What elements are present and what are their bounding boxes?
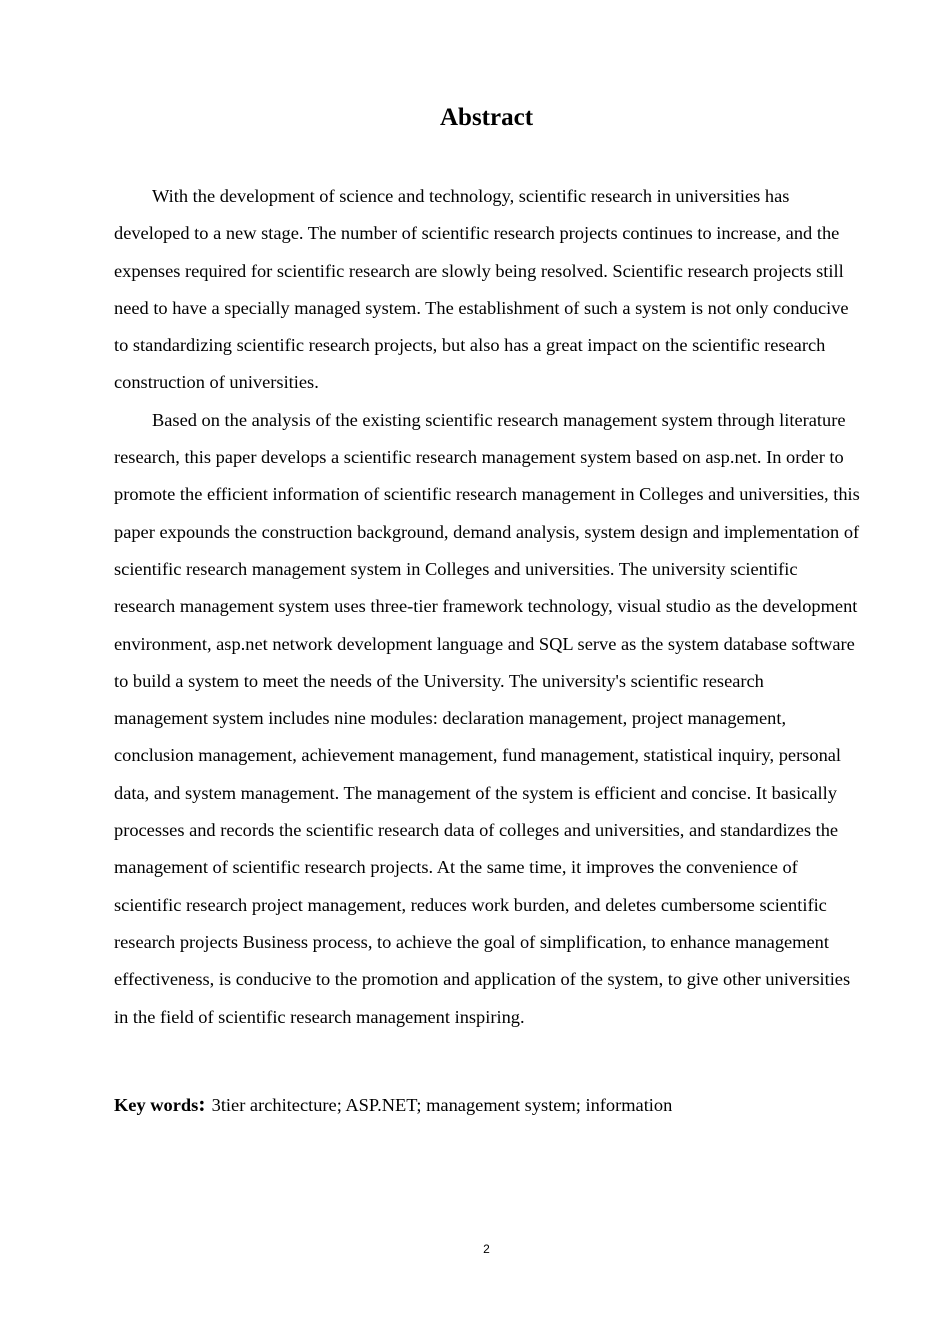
keywords-text: 3tier architecture; ASP.NET; management system; information — [211, 1095, 673, 1115]
page-number: 2 — [483, 1242, 490, 1256]
keywords-line — [114, 1089, 860, 1120]
abstract-paragraph-1: With the development of science and technology, scientific research in universities has developed to a new stage. The number of scientific research projects continues to increase, and the expenses required for scientific research are slowly being resolved. Scientific research projects still need to have a specially managed system. The establishment of such a system is not only conducive to standardizing scientific research projects, but also has a great impact on the scientific research construction of universities. — [114, 186, 849, 393]
keywords-label: Key words — [114, 1095, 199, 1115]
abstract-body — [114, 178, 860, 1036]
abstract-paragraph-2: Based on the analysis of the existing scientific research management system through literature research, this paper develops a scientific research management system based on asp.net. In order to promote the efficient information of scientific research management in Colleges and universities, this paper expounds the construction background, demand analysis, system design and implementation of scientific research management system in Colleges and universities. The university scientific research management system uses three-tier framework technology, visual studio as the development environment, asp.net network development language and SQL serve as the system database software to build a system to meet the needs of the University. The university's scientific research management system includes nine modules: declaration management, project management, conclusion management, achievement management, fund management, statistical inquiry, personal data, and system management. The management of the system is efficient and concise. It basically processes and records the scientific research data of colleges and universities, and standardizes the management of scientific research projects. At the same time, it improves the convenience of scientific research project management, reduces work burden, and deletes cumbersome scientific research projects Business process, to achieve the goal of simplification, to enhance management effectiveness, is conducive to the promotion and application of the system, to give other universities in the field of scientific research management inspiring. — [114, 409, 860, 1027]
keywords-colon: : — [198, 1091, 206, 1116]
abstract-title: Abstract — [439, 104, 534, 131]
